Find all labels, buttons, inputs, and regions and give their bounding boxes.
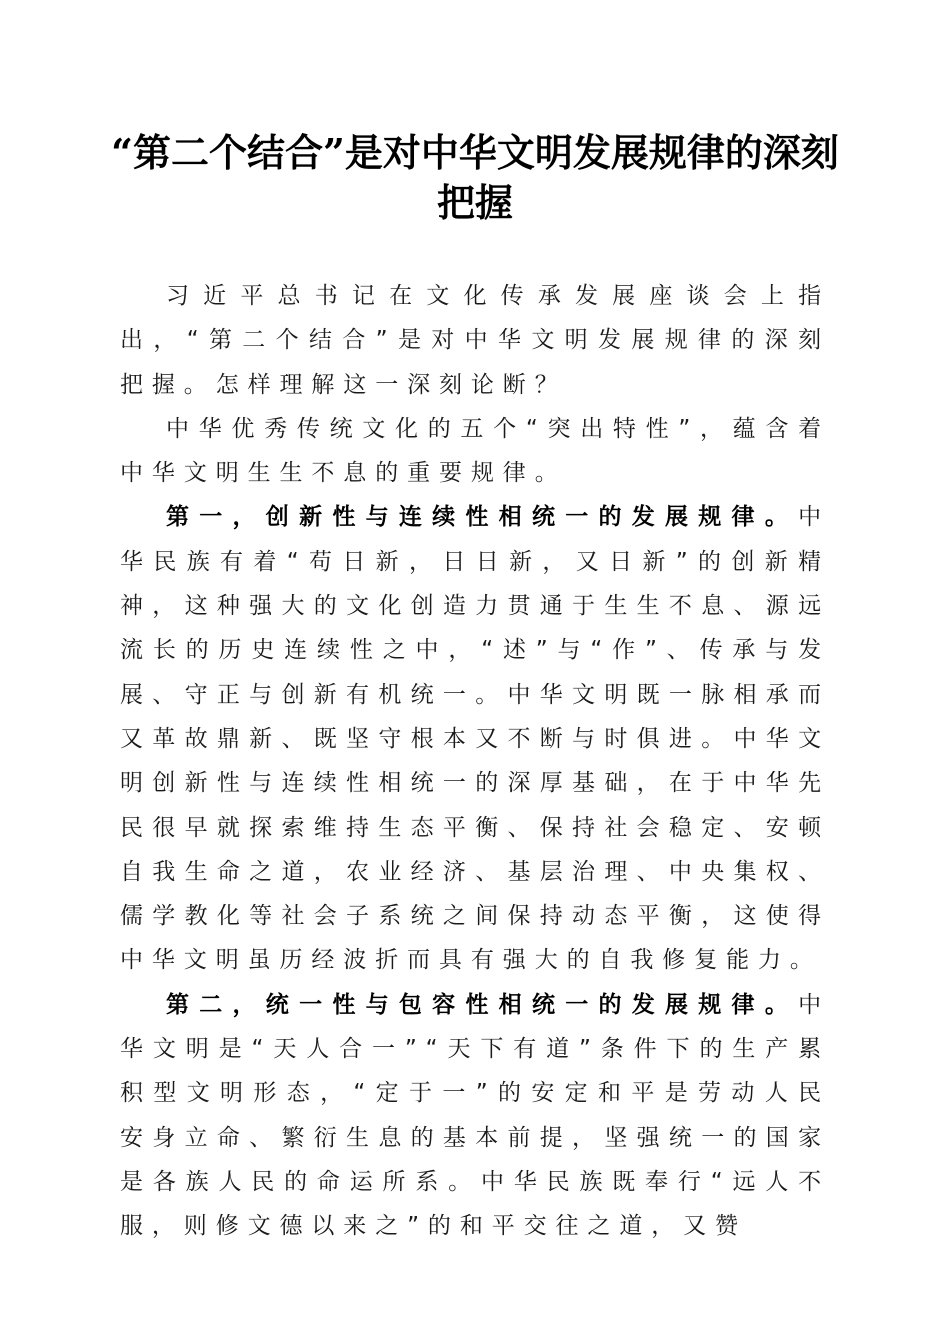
paragraph-text: 中华优秀传统文化的五个“突出特性”，蕴含着中华文明生生不息的重要规律。 bbox=[120, 415, 830, 487]
paragraph-first-law bbox=[120, 495, 830, 982]
paragraph-heading-second: 第二，统一性与包容性相统一的发展规律。 bbox=[166, 991, 799, 1018]
paragraph-text: 中华民族有着“苟日新，日日新，又日新”的创新精神，这种强大的文化创造力贯通于生生不息、源远流长的历史连续性之中，“述”与“作”、传承与发展、守正与创新有机统一。中华文明既一脉相承而又革故鼎新、既坚守根本又不断与时俱进。中华文明创新性与连续性相统一的深厚基础，在于中华先民很早就探索维持生态平衡、保持社会稳定、安顿自我生命之道，农业经济、基层治理、中央集权、儒学教化等社会子系统之间保持动态平衡，这使得中华文明虽历经波折而具有强大的自我修复能力。 bbox=[120, 504, 830, 974]
paragraph-heading-first: 第一，创新性与连续性相统一的发展规律。 bbox=[166, 504, 799, 531]
paragraph-five-characteristics bbox=[120, 407, 830, 496]
paragraph-text: 习近平总书记在文化传承发展座谈会上指出，“第二个结合”是对中华文明发展规律的深刻把握。怎样理解这一深刻论断？ bbox=[120, 283, 830, 398]
paragraph-text: 中华文明是“天人合一”“天下有道”条件下的生产累积型文明形态，“定于一”的安定和平是劳动人民安身立命、繁衍生息的基本前提，坚强统一的国家是各族人民的命运所系。中华民族既奉行“远人不服，则修文德以来之”的和平交往之道，又赞 bbox=[120, 991, 830, 1240]
document-title bbox=[100, 128, 850, 228]
title-line-2: 把握 bbox=[436, 180, 513, 225]
document-body bbox=[120, 274, 830, 1249]
title-line-1: “第二个结合”是对中华文明发展规律的深刻 bbox=[111, 130, 839, 175]
paragraph-second-law bbox=[120, 983, 830, 1249]
paragraph-intro bbox=[120, 274, 830, 407]
